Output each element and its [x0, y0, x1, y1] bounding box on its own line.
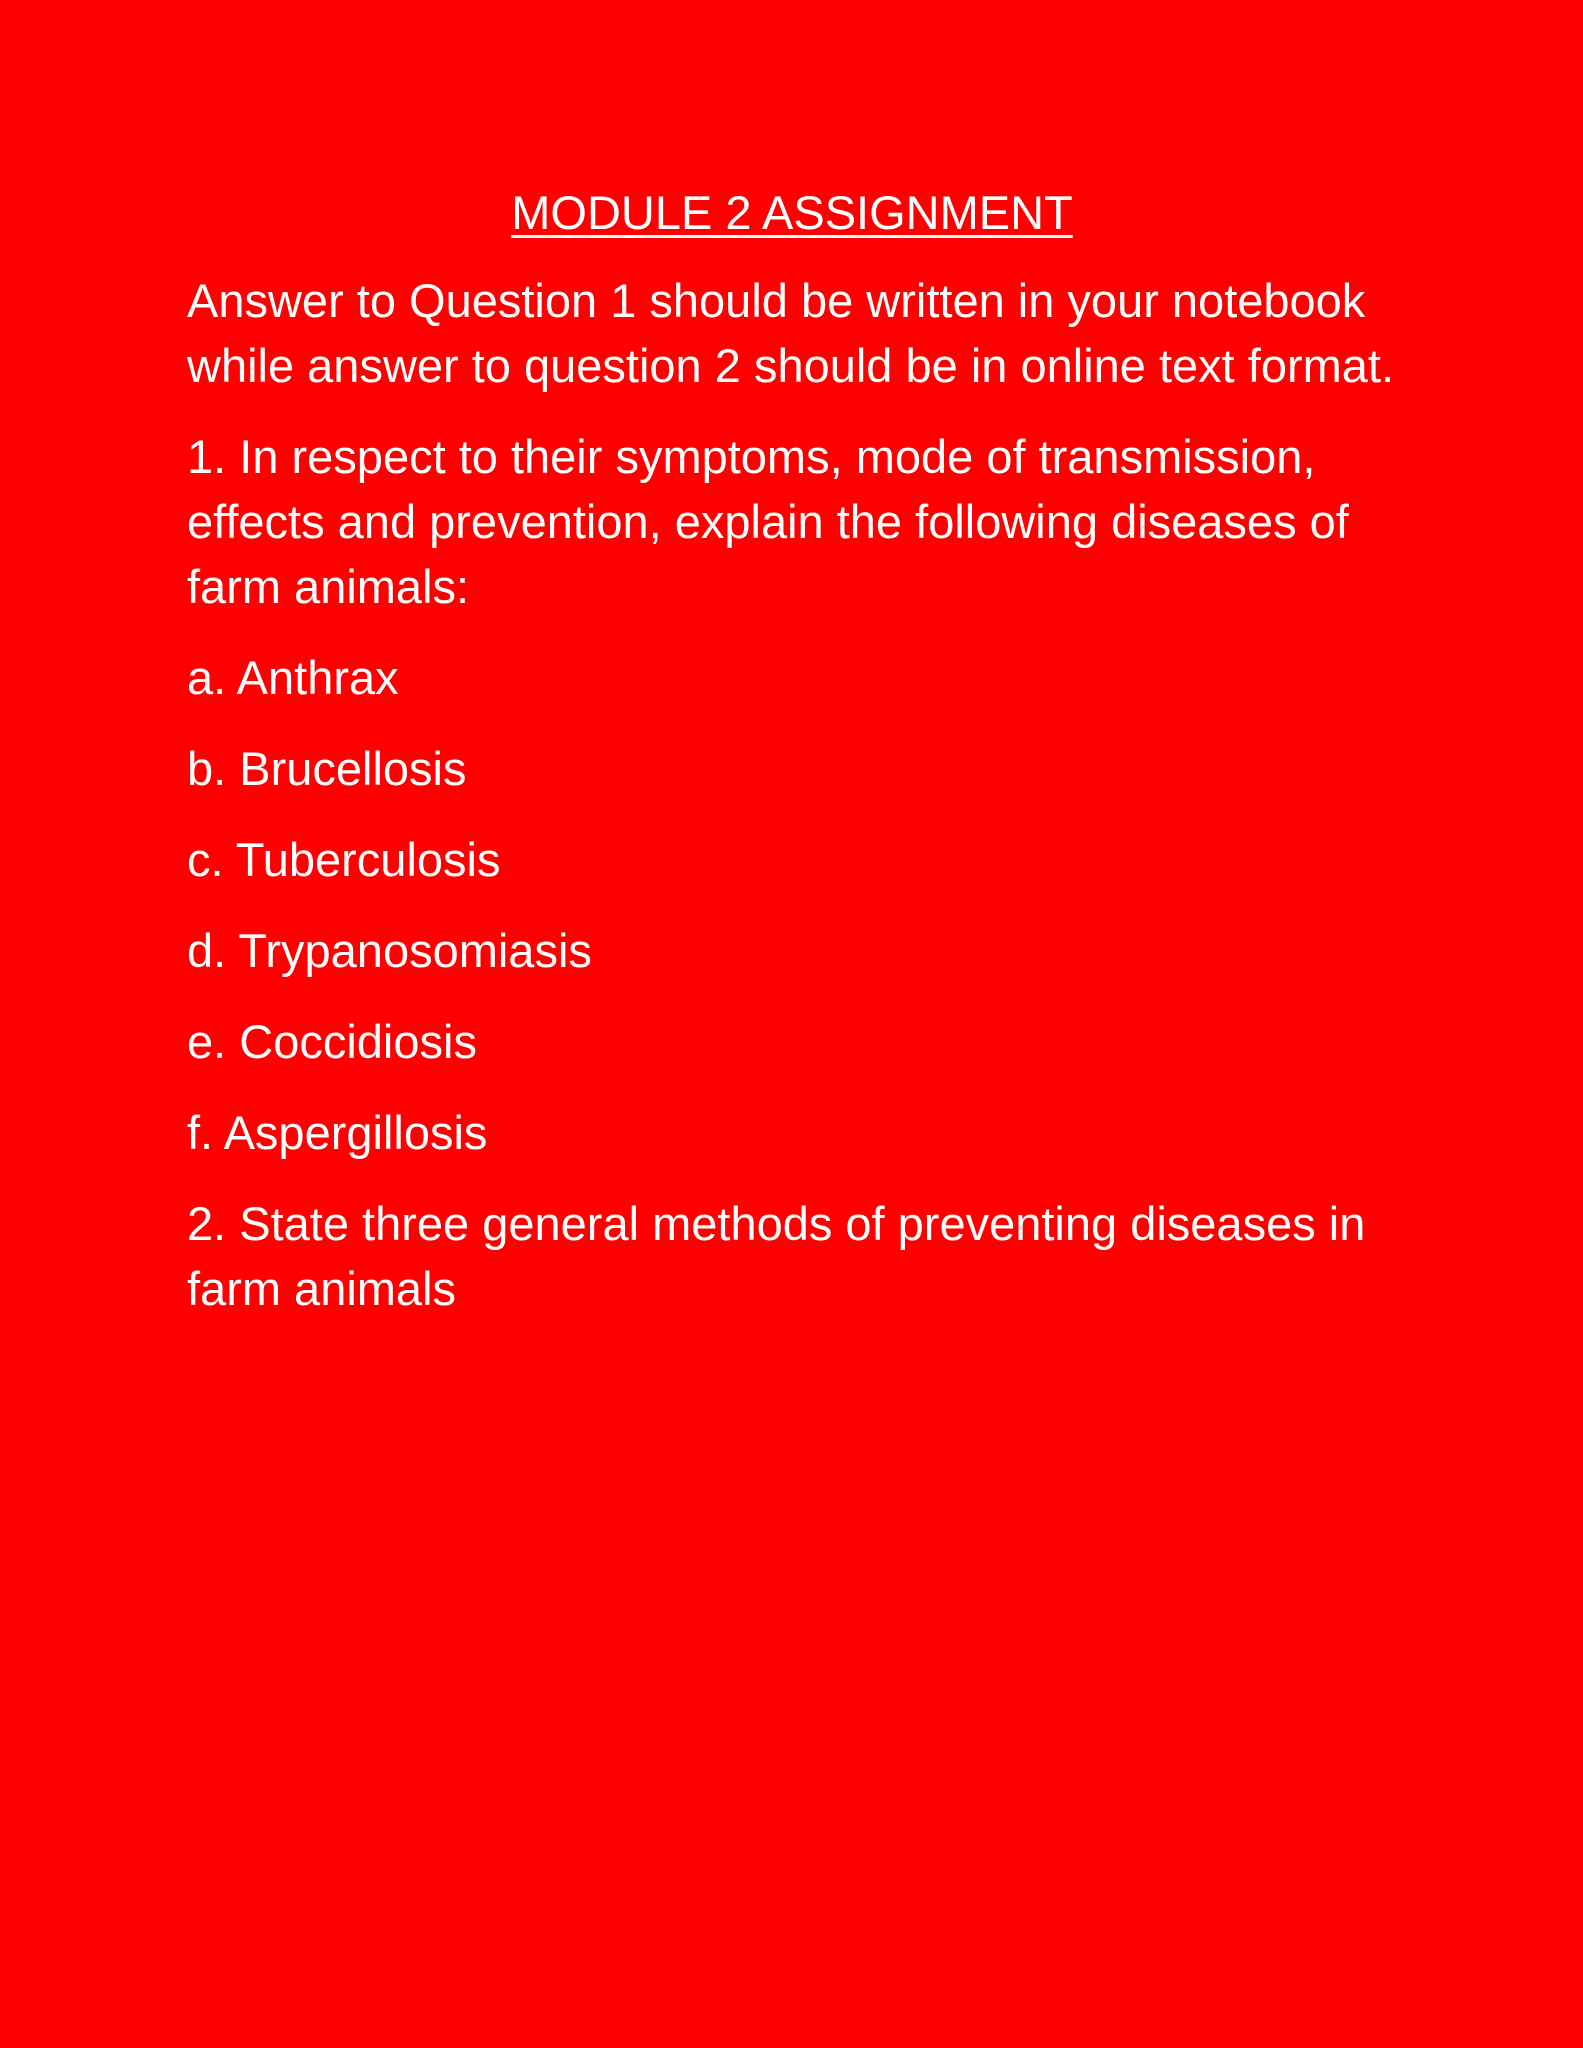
- page-title: MODULE 2 ASSIGNMENT: [511, 186, 1073, 239]
- list-item-brucellosis: b. Brucellosis: [187, 742, 467, 795]
- list-item-anthrax: a. Anthrax: [187, 651, 399, 704]
- list-item-trypanosomiasis: d. Trypanosomiasis: [187, 924, 592, 977]
- question-1: 1. In respect to their symptoms, mode of transmission, effects and prevention, explain the following diseases of farm animals:: [187, 430, 1349, 613]
- question-2: 2. State three general methods of preventing diseases in farm animals: [187, 1197, 1366, 1315]
- list-item-tuberculosis: c. Tuberculosis: [187, 833, 501, 886]
- document-content: [187, 178, 1437, 1347]
- instruction-text: Answer to Question 1 should be written in your notebook while answer to question 2 should be in online text format.: [187, 274, 1395, 392]
- list-item-aspergillosis: f. Aspergillosis: [187, 1106, 488, 1159]
- list-item-coccidiosis: e. Coccidiosis: [187, 1015, 477, 1068]
